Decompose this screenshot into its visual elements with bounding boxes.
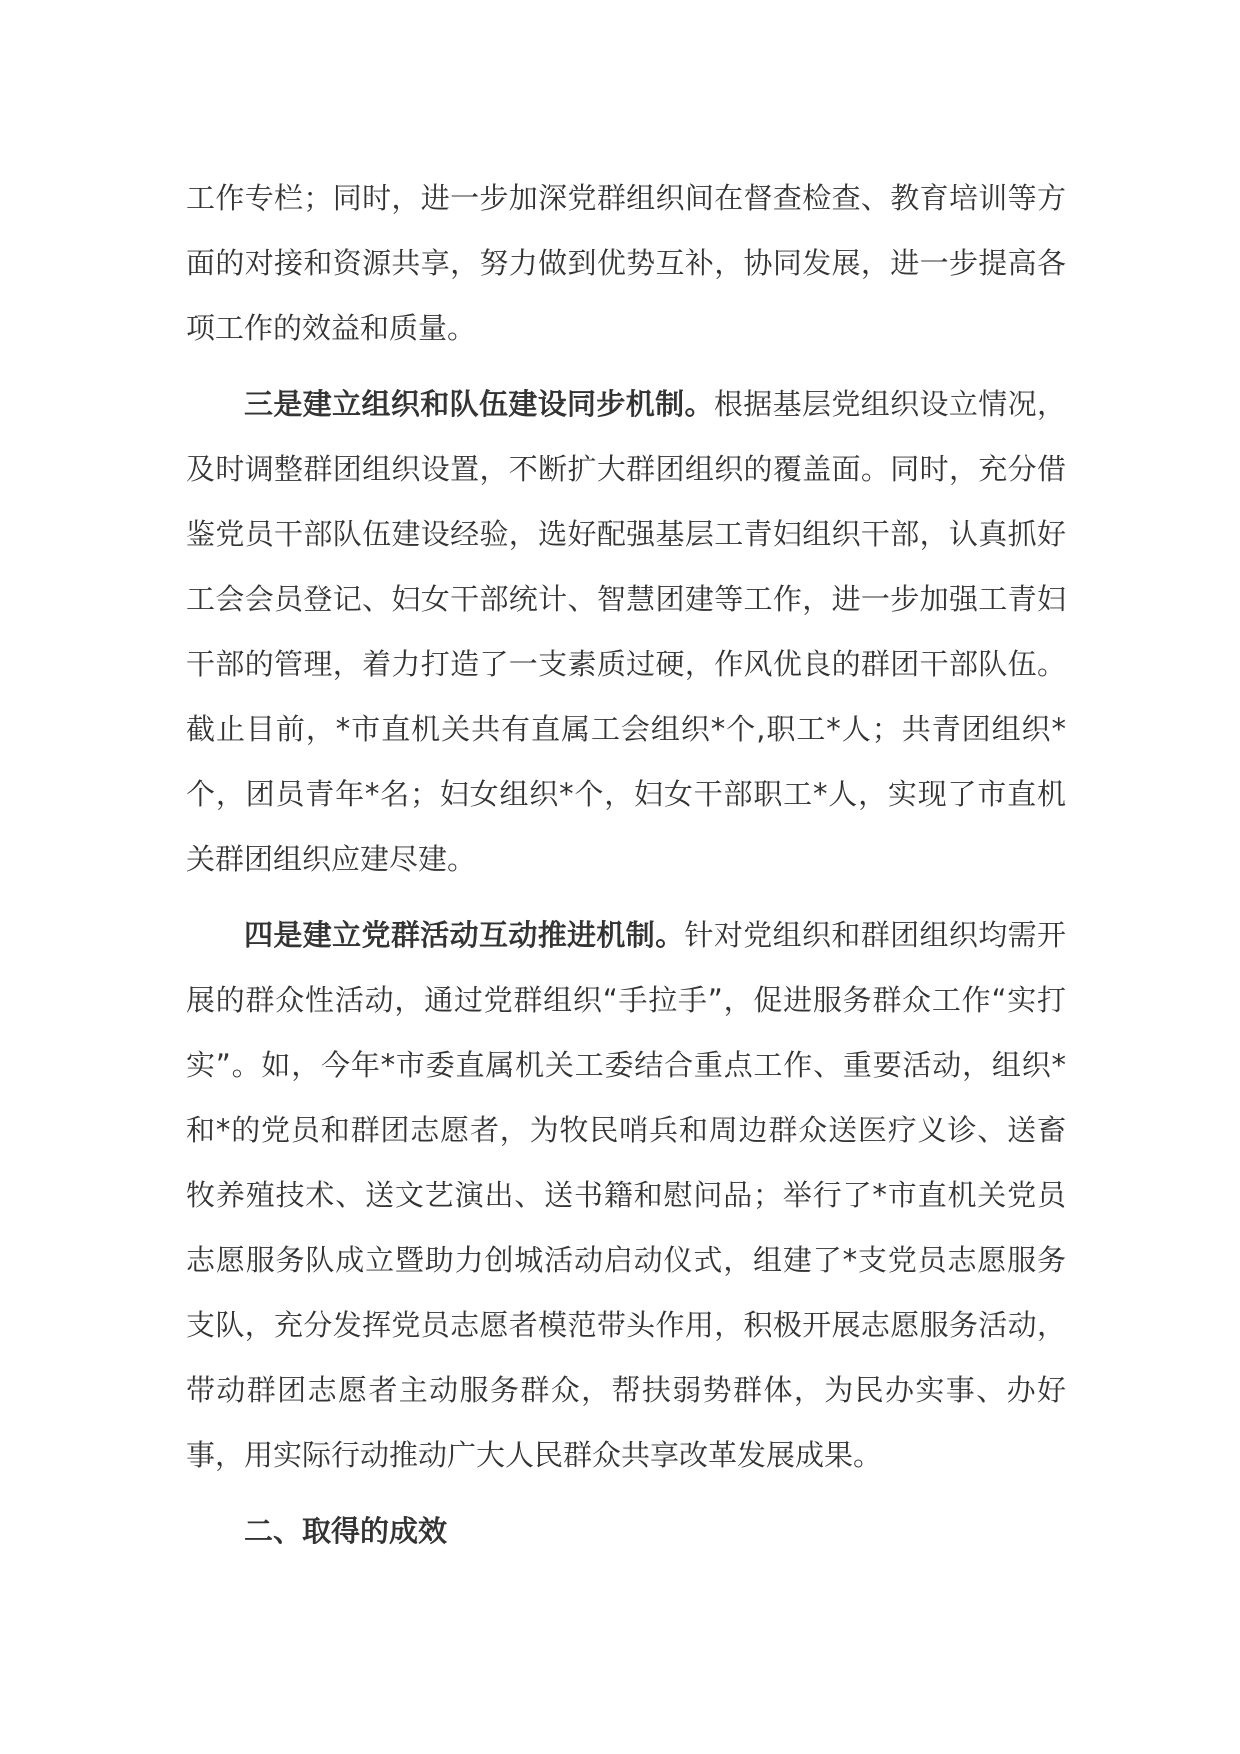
document-body [186,166,1066,1564]
section-heading: 二、取得的成效 [244,1514,448,1548]
paragraph-text: 针对党组织和群团组织均需开展的群众性活动，通过党群组织“手拉手”，促进服务群众工作“实打实”。如，今年*市委直属机关工委结合重点工作、重要活动，组织*和*的党员和群团志愿者，为牧民哨兵和周边群众送医疗义诊、送畜牧养殖技术、送文艺演出、送书籍和慰问品；举行了*市直机关党员志愿服务队成立暨助力创城活动启动仪式，组建了*支党员志愿服务支队，充分发挥党员志愿者模范带头作用，积极开展志愿服务活动，带动群团志愿者主动服务群众，帮扶弱势群体，为民办实事、办好事，用实际行动推动广大人民群众共享改革发展成果。 [186,918,1066,1472]
paragraph-text: 工作专栏；同时，进一步加深党群组织间在督查检查、教育培训等方面的对接和资源共享，努力做到优势互补，协同发展，进一步提高各项工作的效益和质量。 [186,181,1066,345]
paragraph-text: 根据基层党组织设立情况，及时调整群团组织设置，不断扩大群团组织的覆盖面。同时，充分借鉴党员干部队伍建设经验，选好配强基层工青妇组织干部，认真抓好工会会员登记、妇女干部统计、智慧团建等工作，进一步加强工青妇干部的管理，着力打造了一支素质过硬，作风优良的群团干部队伍。截止目前，*市直机关共有直属工会组织*个,职工*人；共青团组织*个，团员青年*名；妇女组织*个，妇女干部职工*人，实现了市直机关群团组织应建尽建。 [186,387,1066,876]
paragraph-activity-mechanism [186,903,1066,1488]
paragraph-organization-mechanism [186,372,1066,892]
paragraph-lead: 三是建立组织和队伍建设同步机制。 [244,387,714,421]
paragraph-lead: 四是建立党群活动互动推进机制。 [244,918,685,952]
paragraph-continuation [186,166,1066,361]
